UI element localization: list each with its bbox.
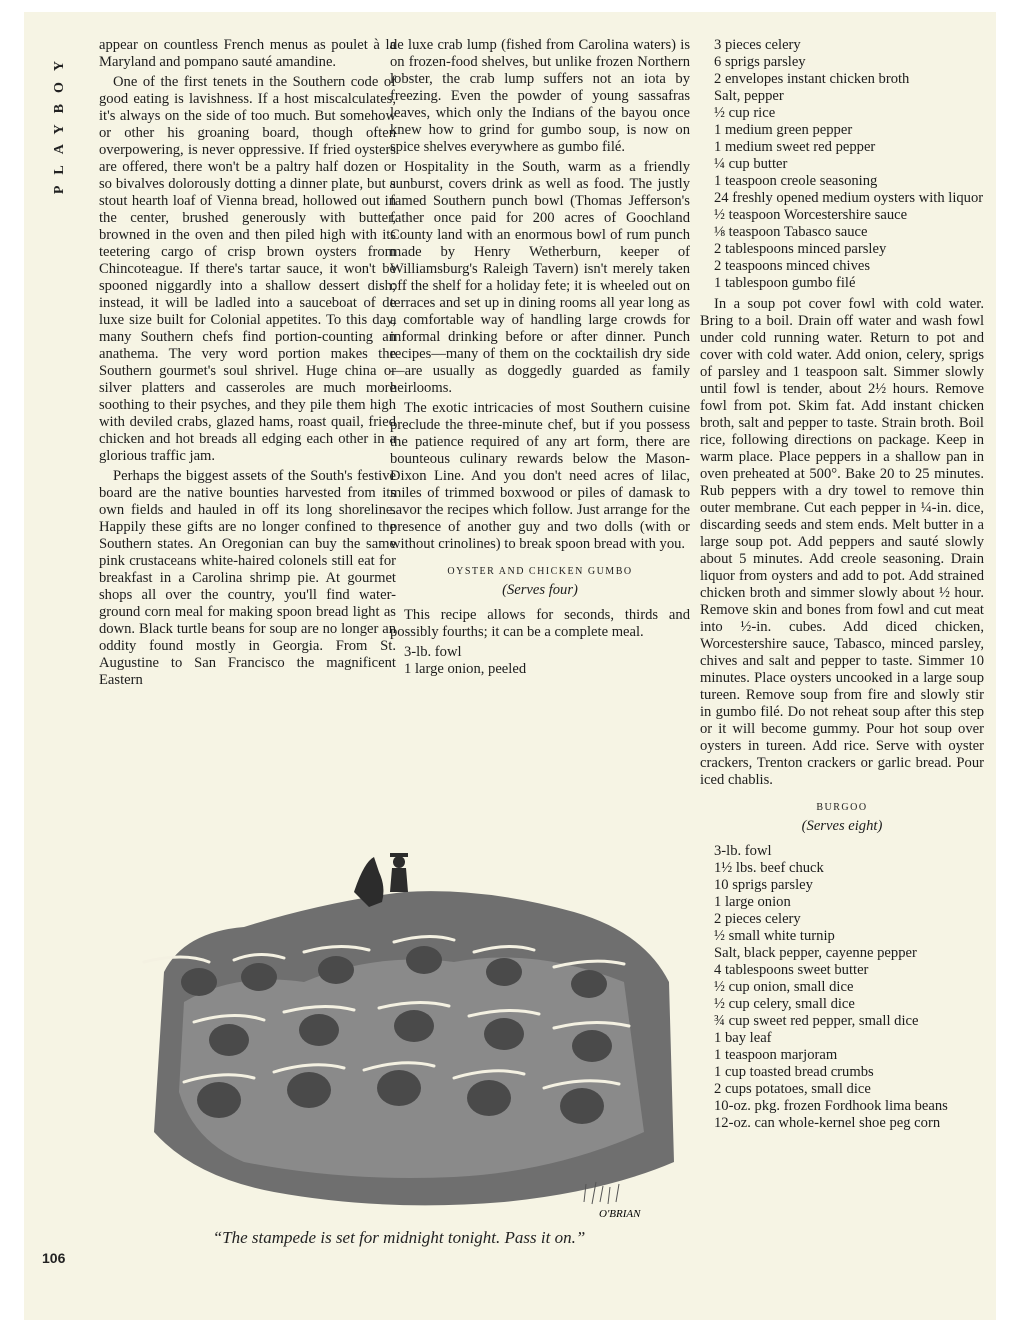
paragraph: The exotic intricacies of most Southern cuisine preclude the three-minute chef, but if you possess the patience required of any art form, there are bounteous culinary rewards below the Mason-Dixon Line. And you don't need acres of lilac, miles of trimmed boxwood or piles of damask to savor the recipes which follow. Just arrange for the presence of another guy and two dolls (with or without crinolines) to break spoon bread with you. <box>390 400 690 552</box>
recipe-title: OYSTER AND CHICKEN GUMBO <box>447 566 633 577</box>
ingredient: 24 freshly opened medium oysters with liquor <box>714 190 984 206</box>
ingredient: ½ cup rice <box>714 105 776 121</box>
ingredient: 1 teaspoon marjoram <box>714 1047 838 1063</box>
ingredient: ½ cup celery, small dice <box>714 996 855 1012</box>
recipe-serves: (Serves eight) <box>801 818 883 834</box>
ingredient: 1 tablespoon gumbo filé <box>714 275 856 291</box>
ingredient-list <box>700 843 984 1132</box>
ingredient: 2 teaspoons minced chives <box>714 258 871 274</box>
recipe-directions: In a soup pot cover fowl with cold water. Bring to a boil. Drain off water and wash fowl under cold running water. Return to pot and cover with cold water. Add onion, celery, sprigs of parsley and 1 teaspoon salt. Simmer slowly until fowl is tender, about 2½ hours. Remove fowl from pot. Skim fat. Add instant chicken broth, salt and pepper to taste. Strain broth. Boil rice, following directions on package. Keep in warm place. Place peppers in a shallow pan in oven preheated at 500°. Bake 20 to 25 minutes. Rub peppers with a dry towel to remove thin outer membrane. Cut each pepper in ¼-in. dice, discarding seeds and stem ends. Melt butter in a large soup pot. Add peppers and sauté slowly about 5 minutes. Add creole seasoning. Drain liquor from oysters and add to pot. Add strained chicken broth and simmer slowly about ½ hour. Remove skin and bones from fowl and cut meat into ½-in. cubes. Add diced chicken, Worcestershire sauce, Tabasco, minced parsley, chives and salt and pepper to taste. Simmer 10 minutes. Place oysters uncooked in a large soup tureen. Remove soup from fire and slowly stir in gumbo filé. Do not reheat soup after this step or it will become gummy. Pour hot soup over oysters in tureen. Add rice. Serve with oyster crackers, Trenton crackers or garlic bread. Pour iced chablis. <box>700 296 984 788</box>
column-1 <box>99 37 396 692</box>
paragraph: appear on countless French menus as poulet à la Maryland and pompano sauté amandine. <box>99 37 396 70</box>
ingredient: 1 medium sweet red pepper <box>714 139 876 155</box>
ingredient: ¾ cup sweet red pepper, small dice <box>714 1013 919 1029</box>
ingredient: 2 pieces celery <box>714 911 801 927</box>
ingredient: 1 large onion <box>714 894 791 910</box>
cattle-herd-drawing <box>124 832 684 1222</box>
ingredient: 10-oz. pkg. frozen Fordhook lima beans <box>714 1098 948 1114</box>
ingredient-list <box>390 644 690 678</box>
cartoon-caption: “The stampede is set for midnight tonight. Pass it on.” <box>212 1228 586 1247</box>
ingredient: 4 tablespoons sweet butter <box>714 962 869 978</box>
ingredient: 3-lb. fowl <box>404 644 462 660</box>
ingredient: 12-oz. can whole-kernel shoe peg corn <box>714 1115 941 1131</box>
ingredient: 1 large onion, peeled <box>404 661 527 677</box>
ingredient: 2 cups potatoes, small dice <box>714 1081 871 1097</box>
ingredient: 1 cup toasted bread crumbs <box>714 1064 874 1080</box>
column-3 <box>700 37 984 1136</box>
ingredient: ¼ cup butter <box>714 156 788 172</box>
ingredient: 3 pieces celery <box>714 37 801 53</box>
paragraph: Perhaps the biggest assets of the South's festive board are the native bounties harvested from its own fields and hauled in off its long shoreline. Happily these gifts are no longer confined to the Southern states. An Oregonian can buy the same pink crustaceans white-haired colonels still eat for breakfast in a Carolina shrimp pie. At gourmet shops all over the country, you'll find water-ground corn meal for making spoon bread light as down. Black turtle beans for soup are no longer an oddity found mostly in Georgia. From St. Augustine to San Francisco the magnificent Eastern <box>99 468 396 688</box>
paragraph: One of the first tenets in the Southern code of good eating is lavishness. If a host miscalculates, it's always on the side of too much. But somehow or other his groaning board, though often overpowering, is never oppressive. If fried oysters are offered, there won't be a paltry half dozen or so bivalves dolorously dotting a dinner plate, but a stout hearth loaf of Vienna bread, hollowed out in the center, brushed generously with butter, browned in the oven and then piled high with its teetering cargo of crisp brown oysters from Chincoteague. If there's tartar sauce, it won't be spooned niggardly into a shallow dessert dish; instead, it will be ladled into a sauceboat of de luxe size built for Colonial appetites. To this day, many Southern chefs find portion-counting an anathema. The very word portion makes the Southern gourmet's soul shrivel. Huge china or silver platters and casseroles are much more soothing to their psyches, and they pile them high with deviled crabs, glazed hams, roast quail, fried chicken and hot breads all edging each other in a glorious traffic jam. <box>99 74 396 464</box>
ingredient: 6 sprigs parsley <box>714 54 806 70</box>
ingredient: 2 envelopes instant chicken broth <box>714 71 910 87</box>
ingredient-list <box>700 37 984 292</box>
ingredient: Salt, pepper <box>714 88 784 104</box>
ingredient: 1 teaspoon creole seasoning <box>714 173 878 189</box>
artist-signature: O'BRIAN <box>599 1208 641 1220</box>
ingredient: 1½ lbs. beef chuck <box>714 860 824 876</box>
ingredient: 3-lb. fowl <box>714 843 772 859</box>
paragraph: de luxe crab lump (fished from Carolina waters) is on frozen-food shelves, but unlike frozen Northern lobster, the crab lump suffers not an iota by freezing. Even the powder of young sassafras leaves, which only the Indians of the bayou once knew how to grind for gumbo soup, is now on spice shelves everywhere as gumbo filé. <box>390 37 690 155</box>
ingredient: 2 tablespoons minced parsley <box>714 241 887 257</box>
magazine-page <box>24 12 996 1320</box>
ingredient: 10 sprigs parsley <box>714 877 813 893</box>
ingredient: ½ cup onion, small dice <box>714 979 854 995</box>
ingredient: ⅛ teaspoon Tabasco sauce <box>714 224 868 240</box>
masthead: PLAYBOY <box>52 50 67 195</box>
ingredient: ½ small white turnip <box>714 928 835 944</box>
ingredient: 1 bay leaf <box>714 1030 772 1046</box>
ingredient: ½ teaspoon Worcestershire sauce <box>714 207 908 223</box>
recipe-serves: (Serves four) <box>502 582 578 598</box>
cartoon-illustration <box>124 832 684 1222</box>
paragraph: Hospitality in the South, warm as a friendly sunburst, covers drink as well as food. The justly famed Southern punch bowl (Thomas Jefferson's father once paid for 200 acres of Goochland County land with an enormous bowl of rum punch made by Henry Wetherburn, keeper of Williamsburg's Raleigh Tavern) isn't merely taken off the shelf for a holiday fete; it is wheeled out on terraces and set up in dining rooms all year long as a comfortable way of handling large crowds for informal drinking before or after dinner. Punch recipes—many of them on the cocktailish dry side —are usually as doggedly guarded as family heirlooms. <box>390 159 690 396</box>
recipe-intro: This recipe allows for seconds, thirds and possibly fourths; it can be a complete meal. <box>390 607 690 640</box>
recipe-title: BURGOO <box>816 802 868 813</box>
page-number: 106 <box>42 1250 66 1266</box>
ingredient: 1 medium green pepper <box>714 122 853 138</box>
ingredient: Salt, black pepper, cayenne pepper <box>714 945 917 961</box>
column-2 <box>390 37 690 682</box>
